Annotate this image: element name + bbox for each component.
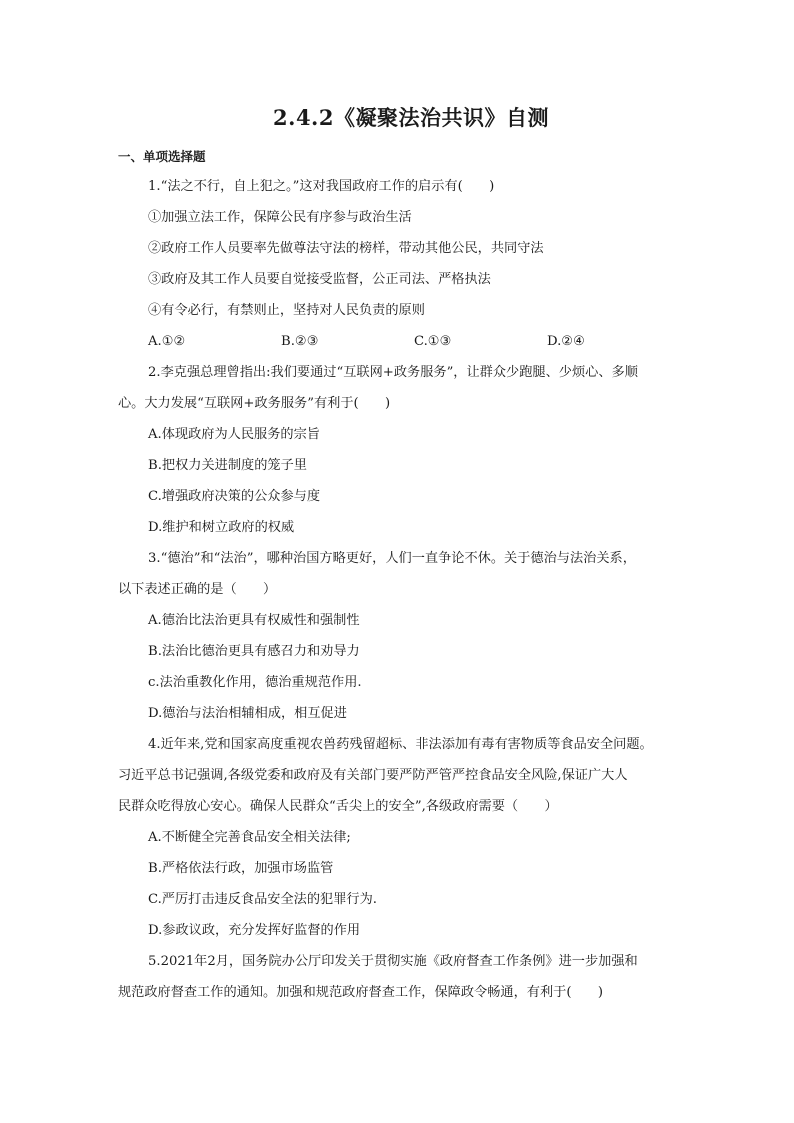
question-2-stem-line-2: 心。大力发展“互联网+政务服务”有利于( ) bbox=[118, 396, 391, 411]
question-4-stem-line-1: 4.近年来,党和国家高度重视农兽药残留超标、非法添加有毒有害物质等食品安全问题。 bbox=[148, 737, 653, 752]
question-1-item-3: ③政府及其工作人员要自觉接受监督，公正司法、严格执法 bbox=[148, 272, 491, 287]
page-title: 2.4.2《凝聚法治共识》自测 bbox=[273, 105, 549, 130]
question-4-option-d: D.参政议政，充分发挥好监督的作用 bbox=[148, 923, 361, 938]
question-3-option-a: A.德治比法治更具有权威性和强制性 bbox=[148, 613, 360, 628]
question-1-item-1: ①加强立法工作，保障公民有序参与政治生活 bbox=[148, 210, 412, 225]
question-2-option-d: D.维护和树立政府的权威 bbox=[148, 520, 295, 535]
question-2-option-b: B.把权力关进制度的笼子里 bbox=[148, 458, 307, 473]
question-2-option-a: A.体现政府为人民服务的宗旨 bbox=[148, 427, 320, 442]
question-4-stem-line-2: 习近平总书记强调,各级党委和政府及有关部门要严防严管严控食品安全风险,保证广大人 bbox=[118, 768, 628, 783]
question-1-option-d: D.②④ bbox=[547, 334, 585, 349]
question-3-option-d: D.德治与法治相辅相成，相互促进 bbox=[148, 706, 347, 721]
question-4-option-b: B.严格依法行政，加强市场监管 bbox=[148, 861, 334, 876]
question-1-option-a: A.①② bbox=[148, 334, 186, 349]
question-5-stem-line-1: 5.2021年2月，国务院办公厅印发关于贯彻实施《政府督查工作条例》进一步加强和 bbox=[148, 954, 638, 969]
question-1-option-b: B.②③ bbox=[281, 334, 319, 349]
question-1-item-4: ④有令必行，有禁则止，坚持对人民负责的原则 bbox=[148, 303, 425, 318]
question-3-stem-line-2: 以下表述正确的是（ ） bbox=[118, 582, 277, 597]
question-1-option-c: C.①③ bbox=[414, 334, 452, 349]
question-5-stem-line-2: 规范政府督查工作的通知。加强和规范政府督查工作，保障政令畅通，有利于( ) bbox=[118, 985, 604, 1000]
question-1-item-2: ②政府工作人员要率先做尊法守法的榜样，带动其他公民，共同守法 bbox=[148, 241, 544, 256]
question-2-option-c: C.增强政府决策的公众参与度 bbox=[148, 489, 321, 504]
question-3-stem-line-1: 3.“德治”和“法治”，哪种治国方略更好，人们一直争论不休。关于德治与法治关系， bbox=[148, 551, 636, 566]
question-2-stem-line-1: 2.李克强总理曾指出:我们要通过“互联网+政务服务”，让群众少跑腿、少烦心、多顺 bbox=[148, 365, 638, 380]
question-1-stem: 1.“法之不行，自上犯之。”这对我国政府工作的启示有( ) bbox=[148, 179, 495, 194]
question-3-option-b: B.法治比德治更具有感召力和劝导力 bbox=[148, 644, 360, 659]
question-4-option-c: C.严厉打击违反食品安全法的犯罪行为. bbox=[148, 892, 378, 907]
question-list bbox=[118, 171, 684, 1008]
question-3-option-c: c.法治重教化作用，德治重规范作用. bbox=[148, 675, 362, 690]
question-1-options bbox=[118, 326, 684, 357]
question-4-option-a: A.不断健全完善食品安全相关法律; bbox=[148, 830, 351, 845]
question-4-stem-line-3: 民群众吃得放心安心。确保人民群众“舌尖上的安全”,各级政府需要（ ） bbox=[118, 799, 558, 814]
section-heading: 一、单项选择题 bbox=[118, 149, 206, 164]
